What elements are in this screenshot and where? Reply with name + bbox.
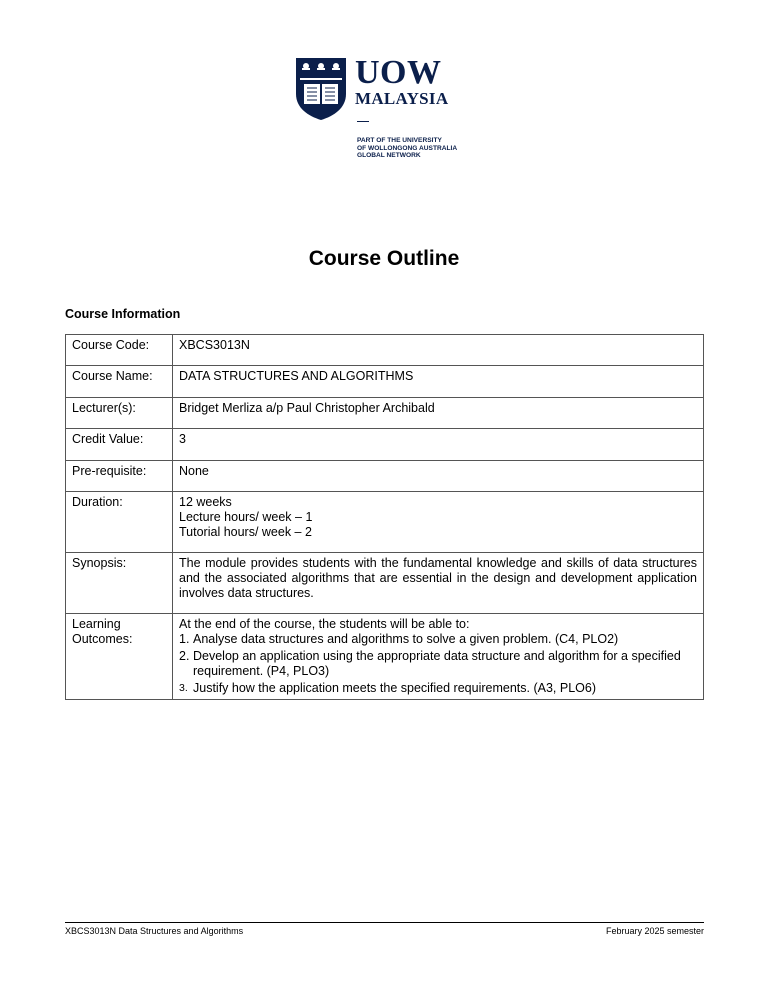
footer-course: XBCS3013N Data Structures and Algorithms (65, 926, 244, 936)
duration-label: Duration: (66, 492, 173, 553)
list-text: Justify how the application meets the specified requirements. (A3, PLO6) (193, 681, 596, 695)
course-code-label: Course Code: (66, 335, 173, 366)
list-item (179, 649, 697, 679)
list-number: 3. (179, 682, 188, 694)
duration-line: 12 weeks (179, 495, 232, 509)
logo-country: MALAYSIA (355, 89, 449, 108)
list-text: Develop an application using the appropriate data structure and algorithm for a specified requirement. (P4, PLO3) (193, 649, 681, 678)
table-row (66, 429, 704, 461)
table-row (66, 461, 704, 492)
university-logo (294, 56, 484, 168)
duration-line: Lecture hours/ week – 1 (179, 510, 313, 524)
table-row (66, 398, 704, 429)
course-name-value: DATA STRUCTURES AND ALGORITHMS (173, 366, 704, 398)
table-row (66, 366, 704, 398)
outcomes-list (179, 632, 697, 696)
course-name-label: Course Name: (66, 366, 173, 398)
duration-value (173, 492, 704, 553)
credit-value: 3 (173, 429, 704, 461)
prereq-value: None (173, 461, 704, 492)
network-line-2: OF WOLLONGONG AUSTRALIA (357, 144, 458, 152)
duration-line: Tutorial hours/ week – 2 (179, 525, 312, 539)
logo-network-text (357, 137, 457, 160)
list-item (179, 681, 697, 696)
table-row (66, 614, 704, 700)
list-number: 1. (179, 632, 190, 646)
logo-divider (357, 121, 369, 122)
table-row (66, 553, 704, 614)
footer-divider (65, 922, 704, 923)
lecturer-label: Lecturer(s): (66, 398, 173, 429)
table-row (66, 335, 704, 366)
outcomes-label (66, 614, 173, 700)
section-heading: Course Information (65, 307, 181, 321)
list-number: 2. (179, 649, 190, 663)
table-row (66, 492, 704, 553)
page-title: Course Outline (308, 247, 460, 270)
crest-icon (294, 56, 348, 122)
outcomes-intro: At the end of the course, the students will be able to: (179, 617, 470, 631)
synopsis-value: The module provides students with the fundamental knowledge and skills of data structures and the associated algorithms that are essential in the design and development application involves data structures. (173, 553, 704, 614)
outcomes-label-line: Outcomes: (72, 632, 133, 646)
network-line-3: GLOBAL NETWORK (357, 152, 421, 160)
footer-semester: February 2025 semester (605, 926, 704, 936)
outcomes-label-line: Learning (72, 617, 121, 631)
synopsis-label: Synopsis: (66, 553, 173, 614)
credit-label: Credit Value: (66, 429, 173, 461)
network-line-1: PART OF THE UNIVERSITY (357, 137, 442, 144)
prereq-label: Pre-requisite: (66, 461, 173, 492)
course-code-value: XBCS3013N (173, 335, 704, 366)
course-info-table (65, 334, 704, 700)
list-item (179, 632, 697, 647)
lecturer-value: Bridget Merliza a/p Paul Christopher Archibald (173, 398, 704, 429)
logo-name: UOW (355, 54, 442, 91)
list-text: Analyse data structures and algorithms to solve a given problem. (C4, PLO2) (193, 632, 619, 646)
outcomes-value (173, 614, 704, 700)
